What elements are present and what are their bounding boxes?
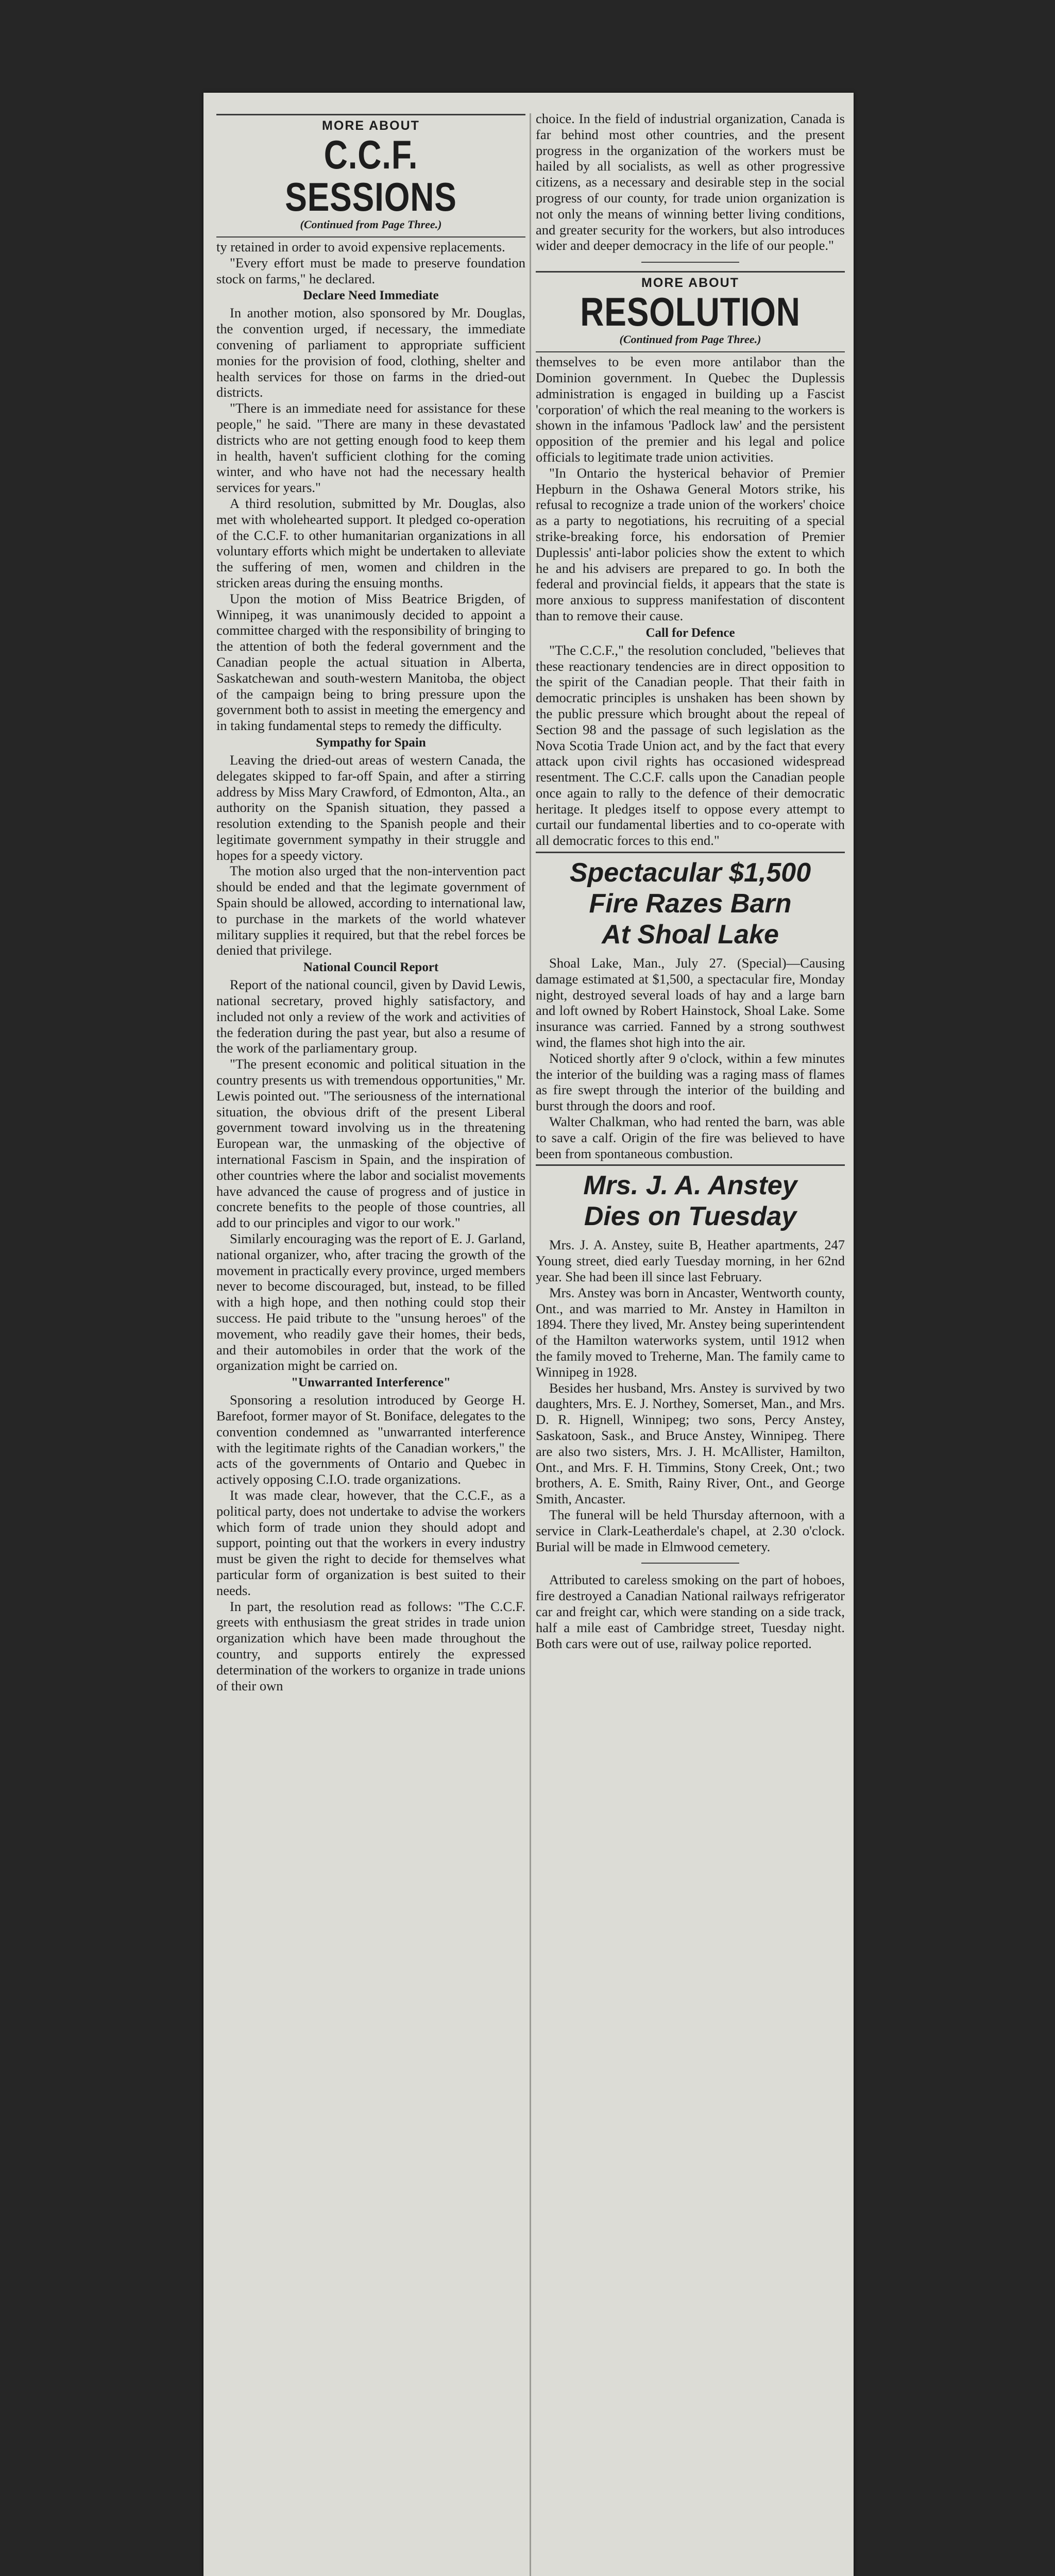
paragraph: ty retained in order to avoid expensive replacements. [216,239,505,255]
column-divider [530,113,531,2576]
paragraph: Noticed shortly after 9 o'clock, within a few minutes the interior of the building was a raging mass of flames as fire swept through the interior of the building and burst through the doors and roof. [536,1050,845,1114]
paragraph: Walter Chalkman, who had rented the barn, was able to save a calf. Origin of the fire was believed to have been from spontaneous combustion. [536,1114,845,1161]
paragraph: It was made clear, however, that the C.C.F., as a political party, does not undertake to advise the workers which form of trade union they should adopt and support, pointing out that the workers in every industry must be given the right to decide for themselves what particular form of organization is best suited to their needs. [216,1487,525,1598]
subhead: Call for Defence [645,625,735,640]
paragraph: "The C.C.F.," the resolution concluded, "believes that these reactionary tendencies are in direct opposition to the spirit of the Canadian people. That their faith in democratic principles is unshaken has been shown by the public pressure which brought about the repeal of Section 98 and the passage of such legislation as the Nova Scotia Trade Union act, and by the fact that every attack upon civil rights has occasioned widespread resentment. The C.C.F. calls upon the Canadian people once again to rally to the defence of their democratic heritage. It pledges itself to oppose every attempt to curtail our fundamental liberties and to co-operate with all democratic forces to this end." [536,642,845,849]
paragraph: themselves to be even more antilabor than the Dominion government. In Quebec the Duplessis administration is engaged in building up a Fascist 'corporation' of which the real meaning to the workers is shown in the infamous 'Padlock law' and the persistent opposition of the premier and his legal and police officials to legitimate trade union activities. [536,354,845,465]
anstey-headline [536,1170,845,1232]
subhead: National Council Report [303,960,439,975]
subhead: Sympathy for Spain [316,735,426,750]
paragraph: choice. In the field of industrial organization, Canada is far behind most other countries, and the present progress in the organization of the workers must be hailed by all socialists, as well as other progressive citizens, as a necessary and desirable step in the social progress of our county, for trade union organization is not only the means of winning better living conditions, and greater security for the workers, but also introduces wider and deeper democracy in the life of our people." [536,111,845,253]
headline-line: Spectacular $1,500 [569,858,811,888]
paragraph: Mrs. Anstey was born in Ancaster, Wentworth county, Ont., and was married to Mr. Anstey in Hamilton in 1894. There they lived, Mr. Anstey being superintendent of the Hamilton waterworks system, until 1912 when the family moved to Treherne, Man. The family came to Winnipeg in 1928. [536,1284,845,1380]
continued-note: (Continued from Page Three.) [300,218,442,231]
paragraph: "Every effort must be made to preserve foundation stock on farms," he declared. [216,255,525,286]
paragraph: Attributed to careless smoking on the part of hoboes, fire destroyed a Canadian National railways refrigerator car and freight car, which were standing on a side track, half a mile east of Cambridge street, Tuesday night. Both cars were out of use, railway police reported. [536,1572,845,1651]
headline-line: Fire Razes Barn [589,889,792,919]
paragraph: Similarly encouraging was the report of E. J. Garland, national organizer, who, after tracing the growth of the movement in practically every province, urged members never to become discouraged, but, instead, to be filled with a high hope, and then nothing could stop their success. He paid tribute to the "unsung heroes" of the movement, who readily gave their homes, their beds, and their automobiles in order that the work of the organization might be carried on. [216,1231,525,1374]
header-rule [536,271,845,273]
headline: C.C.F. SESSIONS [285,132,457,219]
kicker: MORE ABOUT [641,276,739,291]
paragraph: Shoal Lake, Man., July 27. (Special)—Causing damage estimated at $1,500, a spectacular fire, Monday night, destroyed several loads of hay and a large barn and loft owned by Robert Hainstock, Shoal Lake. Some insurance was carried. Fanned by a strong southwest wind, the flames shot high into the air. [536,955,845,1050]
paragraph: A third resolution, submitted by Mr. Douglas, also met with wholehearted support. It pledged co-operation of the C.C.F. to other humanitarian organizations in all voluntary efforts which might be undertaken to alleviate the suffering of men, women and children in the stricken areas during the ensuing months. [216,495,525,590]
headline-line: Dies on Tuesday [584,1201,797,1232]
paragraph: Leaving the dried-out areas of western Canada, the delegates skipped to far-off Spain, and after a stirring address by Miss Mary Crawford, of Edmonton, Alta., an authority on the Spanish situation, they passed a resolution extending to the Spanish people and their legitimate government sympathy in their struggle and hopes for a speedy victory. [216,752,525,863]
section-rule [536,852,845,853]
newspaper-clipping [203,93,854,2576]
continued-note: (Continued from Page Three.) [619,333,761,346]
fire-headline [536,857,845,950]
header-rule [536,351,845,352]
header-rule [216,114,525,115]
paragraph: "There is an immediate need for assistance for these people," he said. "There are many in these devastated districts who are not getting enough food to keep them in health, haven't sufficient clothing for the coming winter, and who have not had the necessary health services for years." [216,400,525,496]
paragraph: Report of the national council, given by David Lewis, national secretary, proved highly satisfactory, and included not only a review of the work and activities of the federation during the past year, but also a resume of the work of the parliamentary group. [216,977,525,1056]
paragraph: "In Ontario the hysterical behavior of Premier Hepburn in the Oshawa General Motors strike, his refusal to recognize a trade union of the workers' choice as a party to negotiations, his recruiting of a special strike-breaking force, his endorsation of Premier Duplessis' anti-labor policies show the extent to which he and his advisers are prepared to go. In both the federal and provincial fields, it appears that the state is more anxious to suppress manifestation of discontent than to remove their cause. [536,465,845,623]
divider [641,262,739,263]
kicker: MORE ABOUT [322,118,420,133]
divider [641,1563,739,1564]
paragraph: The motion also urged that the non-intervention pact should be ended and that the legimate government of Spain should be allowed, according to international law, to purchase in the markets of the world whatever military supplies it required, but that the rebel forces be denied that privilege. [216,863,525,958]
headline-line: Mrs. J. A. Anstey [583,1171,797,1201]
paragraph: The funeral will be held Thursday afternoon, with a service in Clark-Leatherdale's chapel, at 2.30 o'clock. Burial will be made in Elmwood cemetery. [536,1506,845,1554]
paragraph: Mrs. J. A. Anstey, suite B, Heather apartments, 247 Young street, died early Tuesday morning, in her 62nd year. She had been ill since last February. [536,1237,845,1285]
paragraph: Sponsoring a resolution introduced by George H. Barefoot, former mayor of St. Boniface, delegates to the convention condemned as "unwarranted interference with the legitimate rights of the Canadian workers," the acts of the governments of Ontario and Quebec in actively opposing C.I.O. trade organizations. [216,1392,525,1487]
paragraph: In part, the resolution read as follows: "The C.C.F. greets with enthusiasm the great strides in trade union organization which have been made throughout the country, and supports entirely the expressed determination of the workers to organize in trade unions of their own [216,1598,525,1693]
paragraph: In another motion, also sponsored by Mr. Douglas, the convention urged, if necessary, the immediate convening of parliament to appropriate sufficient monies for the provision of food, clothing, shelter and health services for those on farms in the dried-out districts. [216,305,525,400]
right-column [536,111,845,1651]
subhead: "Unwarranted Interference" [291,1376,451,1390]
paragraph: Upon the motion of Miss Beatrice Brigden, of Winnipeg, it was unanimously decided to appoint a committee charged with the responsibility of bringing to the attention of both the federal government and the Canadian people the actual situation in Alberta, Saskatchewan and south-western Manitoba, the object of the campaign being to bring pressure upon the government both to assist in meeting the emergency and in taking fundamental steps to remedy the difficulty. [216,590,525,734]
left-column [216,111,525,1693]
paragraph: Besides her husband, Mrs. Anstey is survived by two daughters, Mrs. E. J. Northey, Somerset, Man., and Mrs. D. R. Hignell, Winnipeg; two sons, Percy Anstey, Saskatoon, Sask., and Bruce Anstey, Winnipeg. There are also two sisters, Mrs. J. H. McAllister, Hamilton, Ont., and Mrs. F. H. Timmins, Stony Creek, Ont.; two brothers, A. E. Smith, Rainy River, Ont., and George Smith, Ancaster. [536,1380,845,1507]
headline: RESOLUTION [580,289,801,335]
section-rule [536,1164,845,1166]
paragraph: "The present economic and political situation in the country presents us with tremendous opportunities," Mr. Lewis pointed out. "The seriousness of the international situation, the obvious drift of the present Liberal government toward involving us in the threatening European war, the unmasking of the objective of international Fascism in Spain, and the inspiration of other countries where the labor and socialist movements have advanced the cause of progress and of justice in concrete benefits to the people of those countries, all add to our principles and vigor to our work." [216,1056,525,1231]
subhead: Declare Need Immediate [303,289,439,303]
header-rule [216,236,525,238]
headline-line: At Shoal Lake [602,920,779,950]
